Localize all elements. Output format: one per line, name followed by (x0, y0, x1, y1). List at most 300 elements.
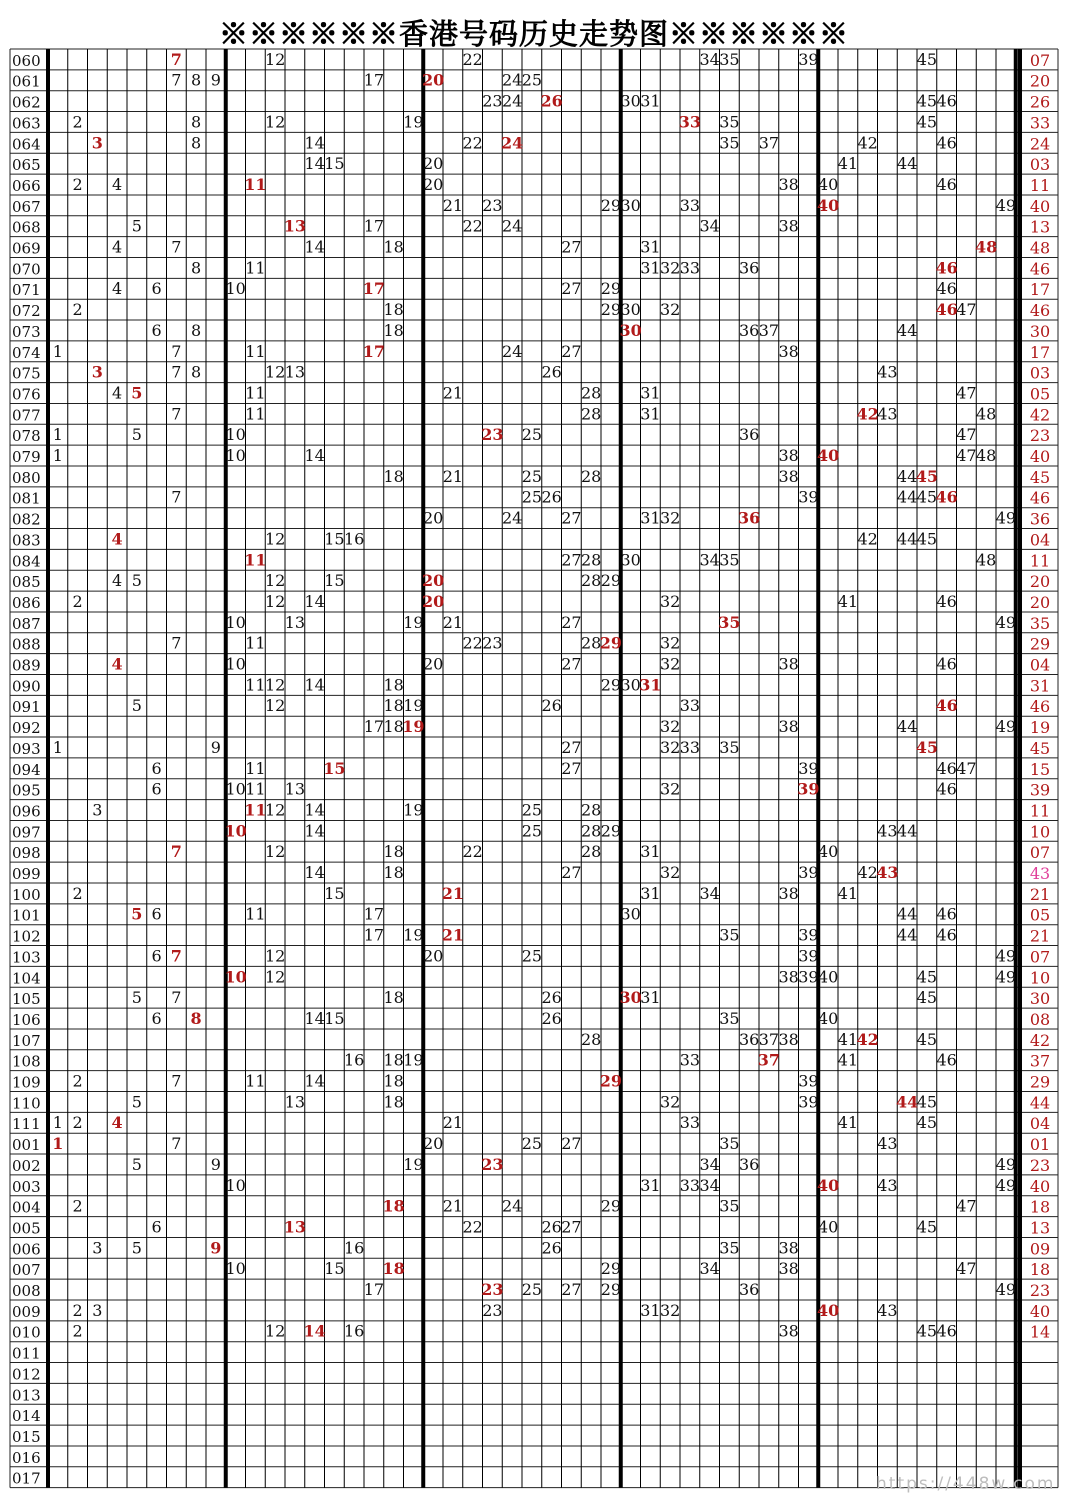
special-number: 23 (1029, 1155, 1051, 1175)
issue-number: 008 (12, 1282, 41, 1300)
drawn-number: 29 (600, 1280, 622, 1299)
drawn-number: 39 (798, 925, 819, 945)
drawn-number: 35 (719, 737, 740, 757)
special-number: 20 (1029, 592, 1051, 612)
drawn-number: 27 (561, 279, 582, 299)
drawn-number: 28 (580, 550, 602, 570)
drawn-number: 18 (383, 320, 404, 340)
special-number: 05 (1029, 384, 1051, 404)
drawn-number: 17 (363, 717, 385, 737)
drawn-number: 18 (383, 1071, 404, 1091)
drawn-number: 27 (561, 237, 582, 257)
drawn-number: 40 (817, 967, 839, 987)
drawn-number: 12 (264, 675, 286, 695)
drawn-number: 33 (678, 112, 702, 132)
special-number: 03 (1029, 363, 1051, 383)
drawn-number: 11 (245, 758, 266, 778)
drawn-number: 47 (956, 1259, 977, 1279)
issue-number: 075 (12, 364, 41, 383)
drawn-number: 14 (304, 446, 325, 465)
drawn-number: 12 (264, 362, 286, 382)
issue-number: 005 (12, 1219, 41, 1238)
drawn-number: 7 (171, 1071, 182, 1091)
issue-number: 103 (12, 948, 41, 967)
drawn-number: 21 (442, 1196, 464, 1216)
drawn-number: 14 (304, 821, 325, 841)
drawn-number: 39 (798, 758, 819, 778)
drawn-number: 31 (640, 842, 661, 862)
special-number: 15 (1029, 759, 1051, 779)
drawn-number: 25 (521, 1280, 543, 1299)
drawn-number: 46 (936, 1050, 957, 1070)
issue-number: 015 (12, 1427, 41, 1446)
drawn-number: 4 (111, 529, 123, 549)
issue-number: 083 (12, 531, 41, 550)
drawn-number: 30 (620, 300, 641, 320)
drawn-number: 40 (817, 1217, 839, 1237)
issue-number: 081 (12, 489, 41, 508)
drawn-number: 18 (383, 988, 404, 1008)
drawn-number: 49 (995, 1154, 1017, 1174)
drawn-number: 46 (936, 174, 957, 194)
special-number: 30 (1029, 321, 1051, 341)
drawn-number: 21 (442, 466, 464, 486)
drawn-number: 31 (640, 383, 661, 403)
drawn-number: 10 (225, 446, 246, 465)
drawn-number: 2 (72, 591, 83, 611)
issue-number: 068 (12, 218, 41, 237)
drawn-number: 16 (343, 1050, 365, 1070)
drawn-number: 19 (403, 696, 424, 716)
drawn-number: 2 (72, 300, 83, 320)
drawn-number: 3 (92, 800, 103, 820)
drawn-number: 12 (264, 696, 286, 716)
issue-number: 067 (12, 197, 41, 216)
drawn-number: 19 (403, 612, 424, 632)
drawn-number: 12 (264, 591, 286, 611)
drawn-number: 36 (738, 1280, 760, 1299)
drawn-number: 26 (541, 1217, 562, 1237)
drawn-number: 5 (131, 696, 142, 716)
special-number: 21 (1029, 884, 1051, 904)
drawn-number: 7 (171, 487, 182, 507)
drawn-number: 16 (343, 1321, 365, 1341)
drawn-number: 14 (304, 1071, 325, 1091)
drawn-number: 43 (877, 362, 898, 382)
issue-number: 072 (12, 302, 41, 321)
drawn-number: 17 (363, 216, 385, 236)
drawn-number: 19 (403, 1050, 424, 1070)
drawn-number: 45 (916, 988, 938, 1008)
drawn-number: 2 (72, 1300, 83, 1320)
drawn-number: 32 (659, 1300, 681, 1320)
drawn-number: 28 (580, 633, 602, 653)
issue-number: 111 (12, 1115, 41, 1134)
drawn-number: 7 (171, 362, 182, 382)
drawn-number: 23 (481, 1154, 504, 1174)
issue-number: 009 (12, 1302, 41, 1321)
special-number: 29 (1029, 634, 1051, 654)
drawn-number: 7 (171, 70, 182, 90)
drawn-number: 28 (580, 571, 602, 591)
drawn-number: 10 (225, 654, 246, 674)
drawn-number: 7 (171, 341, 182, 361)
special-number: 09 (1029, 1239, 1051, 1259)
issue-number: 077 (12, 406, 41, 425)
drawn-number: 43 (877, 404, 898, 424)
drawn-number: 30 (620, 550, 641, 570)
drawn-number: 46 (936, 925, 957, 945)
drawn-number: 10 (225, 612, 246, 632)
drawn-number: 12 (264, 529, 286, 549)
drawn-number: 5 (131, 1238, 142, 1258)
drawn-number: 19 (403, 925, 424, 945)
drawn-number: 4 (112, 383, 123, 403)
drawn-number: 13 (284, 779, 306, 799)
drawn-number: 38 (778, 1259, 799, 1279)
issue-number: 084 (12, 552, 41, 571)
special-number: 18 (1029, 1197, 1051, 1217)
drawn-number: 25 (521, 946, 543, 966)
drawn-number: 27 (561, 341, 582, 361)
drawn-number: 38 (778, 967, 799, 987)
drawn-number: 2 (72, 1071, 83, 1091)
drawn-number: 45 (915, 466, 939, 486)
drawn-number: 1 (52, 341, 63, 361)
drawn-number: 10 (225, 1259, 246, 1279)
drawn-number: 25 (521, 70, 543, 90)
special-number: 39 (1029, 780, 1051, 800)
drawn-number: 27 (561, 1280, 582, 1299)
drawn-number: 44 (895, 1092, 919, 1112)
drawn-number: 20 (421, 571, 445, 591)
drawn-number: 48 (975, 404, 997, 424)
drawn-number: 46 (936, 654, 957, 674)
issue-number: 104 (12, 969, 41, 988)
drawn-number: 18 (383, 1092, 404, 1112)
drawn-number: 27 (561, 1217, 582, 1237)
drawn-number: 18 (383, 863, 404, 882)
drawn-number: 39 (798, 1092, 819, 1112)
issue-number: 107 (12, 1031, 41, 1050)
drawn-number: 37 (758, 133, 780, 153)
drawn-number: 5 (131, 904, 143, 924)
drawn-number: 26 (541, 988, 562, 1008)
issue-number: 088 (12, 635, 41, 654)
drawn-number: 22 (462, 49, 483, 69)
drawn-number: 12 (264, 842, 286, 862)
issue-number: 099 (12, 865, 41, 883)
drawn-number: 37 (757, 1050, 781, 1070)
drawn-number: 7 (170, 49, 182, 69)
drawn-number: 6 (151, 904, 162, 924)
special-number: 40 (1029, 1176, 1051, 1196)
issue-number: 110 (12, 1094, 41, 1113)
issue-number: 085 (12, 573, 41, 592)
drawn-number: 45 (916, 1029, 938, 1049)
drawn-number: 22 (462, 1217, 483, 1237)
drawn-number: 12 (264, 967, 286, 987)
drawn-number: 5 (131, 988, 142, 1008)
drawn-number: 32 (659, 779, 681, 799)
special-number: 45 (1029, 738, 1051, 758)
drawn-number: 49 (995, 1280, 1017, 1299)
drawn-number: 48 (975, 550, 997, 570)
drawn-number: 8 (190, 1008, 202, 1028)
drawn-number: 43 (876, 863, 899, 882)
drawn-number: 34 (699, 1259, 720, 1279)
drawn-number: 45 (916, 487, 938, 507)
special-number: 44 (1029, 1093, 1051, 1113)
drawn-number: 40 (816, 195, 840, 215)
drawn-number: 5 (131, 1092, 142, 1112)
drawn-number: 43 (877, 821, 898, 841)
special-number: 20 (1029, 71, 1051, 91)
issue-number: 065 (12, 156, 41, 175)
drawn-number: 2 (72, 112, 83, 132)
drawn-number: 32 (659, 1092, 681, 1112)
drawn-number: 45 (916, 1092, 938, 1112)
drawn-number: 29 (600, 1196, 622, 1216)
special-number: 21 (1029, 926, 1051, 946)
special-number: 05 (1029, 905, 1051, 925)
drawn-number: 35 (719, 925, 740, 945)
drawn-number: 21 (442, 383, 464, 403)
drawn-number: 5 (131, 1154, 142, 1174)
drawn-number: 33 (679, 195, 701, 215)
drawn-number: 49 (995, 195, 1017, 215)
drawn-number: 19 (403, 112, 424, 132)
drawn-number: 42 (857, 863, 878, 882)
drawn-number: 44 (896, 904, 918, 924)
drawn-number: 30 (620, 91, 641, 111)
special-number: 01 (1029, 1135, 1051, 1155)
special-number: 40 (1029, 1301, 1051, 1321)
drawn-number: 2 (72, 1321, 83, 1341)
drawn-number: 7 (170, 946, 182, 966)
special-number: 11 (1029, 175, 1051, 195)
drawn-number: 27 (561, 758, 582, 778)
drawn-number: 8 (191, 258, 202, 278)
drawn-number: 49 (995, 1175, 1017, 1195)
drawn-number: 7 (170, 842, 182, 862)
drawn-number: 19 (402, 717, 425, 737)
drawn-number: 18 (383, 466, 404, 486)
drawn-number: 46 (935, 258, 958, 278)
drawn-number: 7 (171, 633, 182, 653)
issue-number: 073 (12, 322, 41, 341)
drawn-number: 46 (935, 300, 958, 320)
drawn-number: 29 (599, 633, 623, 653)
drawn-number: 41 (837, 1029, 859, 1049)
drawn-number: 21 (441, 883, 465, 903)
drawn-number: 16 (343, 1238, 365, 1258)
issue-number: 082 (12, 510, 41, 529)
issue-number: 096 (12, 802, 41, 821)
special-number: 03 (1029, 155, 1051, 175)
drawn-number: 12 (264, 800, 286, 820)
issue-number: 011 (12, 1344, 41, 1363)
issue-number: 017 (12, 1469, 41, 1488)
drawn-number: 42 (856, 1029, 879, 1049)
special-number: 10 (1029, 968, 1051, 988)
drawn-number: 39 (797, 779, 820, 799)
drawn-number: 17 (362, 341, 386, 361)
drawn-number: 36 (738, 258, 760, 278)
drawn-number: 25 (521, 487, 543, 507)
drawn-number: 17 (363, 1280, 385, 1299)
drawn-number: 37 (758, 1029, 780, 1049)
drawn-number: 22 (462, 633, 483, 653)
drawn-number: 46 (935, 696, 958, 716)
drawn-number: 25 (521, 1134, 543, 1154)
drawn-number: 34 (699, 1175, 720, 1195)
special-number: 37 (1029, 1051, 1051, 1071)
drawn-number: 28 (580, 383, 602, 403)
drawn-number: 15 (324, 883, 345, 903)
drawn-number: 32 (659, 737, 681, 757)
special-number: 14 (1029, 1322, 1051, 1342)
drawn-number: 47 (956, 446, 977, 465)
special-number: 11 (1029, 551, 1051, 571)
drawn-number: 29 (600, 821, 622, 841)
drawn-number: 39 (798, 49, 819, 69)
drawn-number: 44 (896, 925, 918, 945)
drawn-number: 28 (580, 800, 602, 820)
drawn-number: 1 (52, 737, 63, 757)
drawn-number: 11 (245, 404, 266, 424)
drawn-number: 37 (758, 320, 780, 340)
issue-number: 012 (12, 1365, 41, 1384)
drawn-number: 34 (699, 216, 720, 236)
drawn-number: 27 (561, 508, 582, 528)
special-number: 35 (1029, 613, 1051, 633)
issue-number: 071 (12, 281, 41, 300)
drawn-number: 11 (245, 779, 266, 799)
drawn-number: 18 (383, 237, 404, 257)
drawn-number: 4 (111, 1113, 123, 1133)
issue-number: 007 (12, 1261, 41, 1280)
drawn-number: 6 (151, 1008, 162, 1028)
drawn-number: 42 (857, 133, 878, 153)
special-number: 20 (1029, 572, 1051, 592)
drawn-number: 36 (738, 425, 760, 445)
drawn-number: 41 (837, 154, 859, 174)
drawn-number: 7 (171, 404, 182, 424)
drawn-number: 7 (171, 988, 182, 1008)
drawn-number: 31 (640, 1300, 661, 1320)
drawn-number: 35 (719, 550, 740, 570)
drawn-number: 33 (679, 1113, 701, 1133)
drawn-number: 33 (679, 258, 701, 278)
drawn-number: 15 (324, 154, 345, 174)
drawn-number: 28 (580, 404, 602, 424)
drawn-number: 28 (580, 821, 602, 841)
drawn-number: 29 (600, 195, 622, 215)
drawn-number: 46 (936, 758, 957, 778)
drawn-number: 5 (131, 425, 142, 445)
drawn-number: 20 (422, 174, 444, 194)
special-number: 43 (1029, 864, 1051, 883)
drawn-number: 36 (738, 1029, 760, 1049)
special-number: 42 (1029, 405, 1051, 425)
drawn-number: 21 (442, 195, 464, 215)
drawn-number: 38 (778, 1238, 799, 1258)
drawn-number: 31 (640, 258, 661, 278)
drawn-number: 18 (382, 1196, 405, 1216)
drawn-number: 25 (521, 800, 543, 820)
drawn-number: 11 (244, 550, 267, 570)
issue-number: 006 (12, 1240, 41, 1259)
drawn-number: 40 (817, 174, 839, 194)
drawn-number: 15 (324, 571, 345, 591)
drawn-number: 5 (131, 571, 142, 591)
special-number: 45 (1029, 467, 1051, 487)
drawn-number: 18 (383, 717, 404, 737)
drawn-number: 15 (324, 529, 345, 549)
drawn-number: 39 (798, 967, 819, 987)
special-number: 46 (1029, 488, 1051, 508)
drawn-number: 41 (837, 883, 859, 903)
drawn-number: 39 (798, 863, 819, 882)
drawn-number: 30 (620, 675, 641, 695)
issue-number: 095 (12, 781, 41, 800)
special-number: 18 (1029, 1260, 1051, 1280)
special-number: 07 (1029, 50, 1051, 70)
drawn-number: 30 (620, 195, 641, 215)
issue-number: 066 (12, 176, 41, 195)
special-number: 19 (1029, 718, 1051, 738)
drawn-number: 8 (191, 133, 202, 153)
drawn-number: 32 (659, 508, 681, 528)
drawn-number: 45 (916, 112, 938, 132)
special-number: 04 (1029, 530, 1051, 550)
issue-number: 078 (12, 427, 41, 446)
drawn-number: 38 (778, 216, 799, 236)
drawn-number: 32 (659, 863, 681, 882)
drawn-number: 14 (304, 591, 325, 611)
drawn-number: 35 (719, 1196, 740, 1216)
drawn-number: 28 (580, 842, 602, 862)
issue-number: 101 (12, 906, 41, 925)
drawn-number: 26 (541, 1238, 562, 1258)
drawn-number: 31 (640, 1175, 661, 1195)
drawn-number: 35 (719, 1238, 740, 1258)
drawn-number: 32 (659, 591, 681, 611)
drawn-number: 33 (679, 1050, 701, 1070)
drawn-number: 47 (956, 1196, 977, 1216)
drawn-number: 32 (659, 258, 681, 278)
drawn-number: 9 (210, 70, 221, 90)
drawn-number: 38 (778, 341, 799, 361)
special-number: 13 (1029, 217, 1051, 237)
drawn-number: 49 (995, 717, 1017, 737)
drawn-number: 18 (383, 1050, 404, 1070)
drawn-number: 14 (304, 863, 325, 882)
drawn-number: 38 (778, 1029, 799, 1049)
issue-number: 060 (12, 51, 41, 70)
drawn-number: 15 (324, 1008, 345, 1028)
special-number: 13 (1029, 1218, 1051, 1238)
drawn-number: 29 (600, 1259, 622, 1279)
special-number: 08 (1029, 1009, 1051, 1029)
drawn-number: 3 (91, 133, 103, 153)
drawn-number: 8 (191, 362, 202, 382)
drawn-number: 27 (561, 1134, 582, 1154)
drawn-number: 49 (995, 612, 1017, 632)
drawn-number: 20 (422, 946, 444, 966)
issue-number: 109 (12, 1073, 41, 1092)
